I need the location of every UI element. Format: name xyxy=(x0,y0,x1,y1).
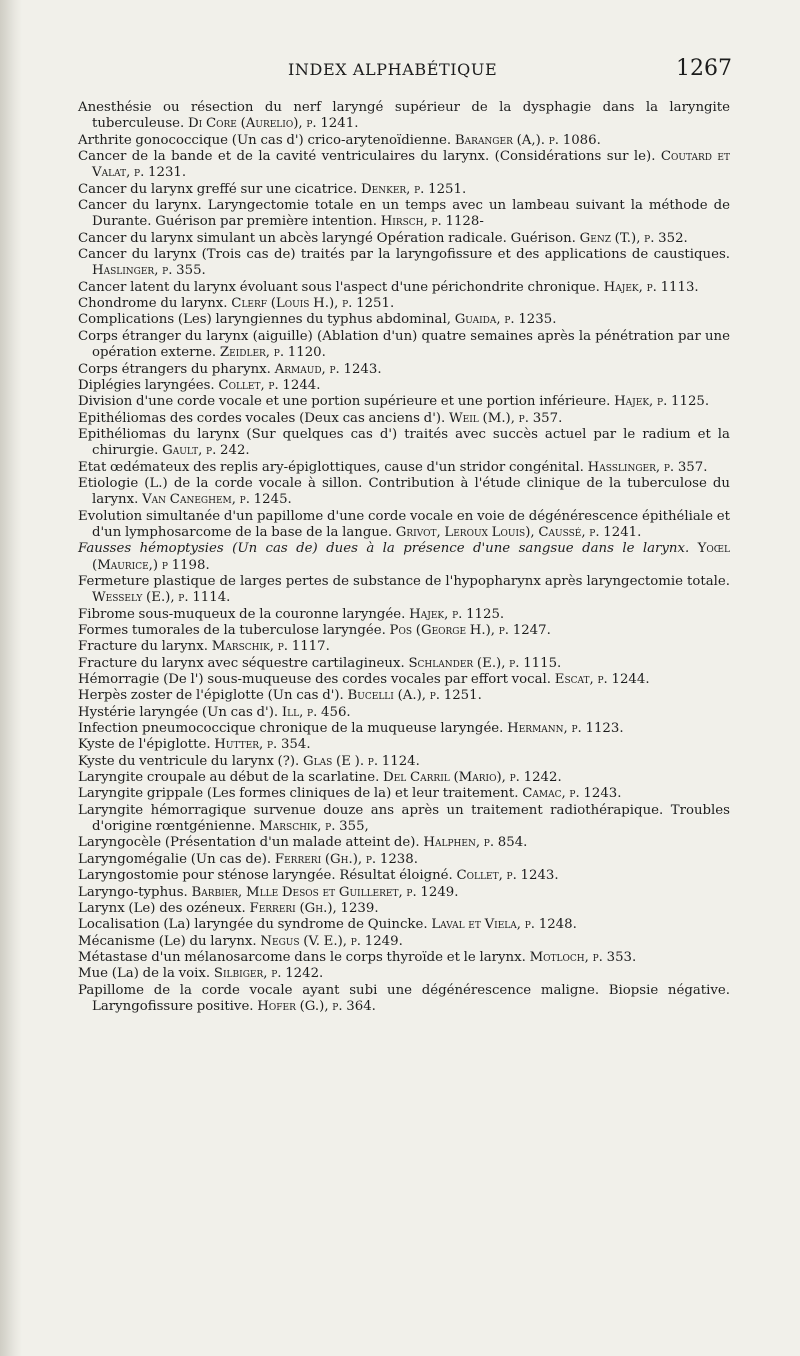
entry-title: Laryngite grippale (Les formes cliniques de la) et leur traitement. xyxy=(78,786,519,802)
entry-author: Halphen, p. 854. xyxy=(423,835,528,851)
entry-title: Fausses hémoptysies (Un cas de) dues à la présence d'une sangsue dans le larynx. xyxy=(78,541,690,557)
index-entry xyxy=(78,934,730,950)
page-binding-shadow xyxy=(0,0,22,1356)
entry-title: Corps étranger du larynx (aiguille) (Ablation d'un) quatre semaines après la pénétration par une opération externe. xyxy=(78,328,730,361)
index-entry xyxy=(78,198,730,231)
entry-title: Métastase d'un mélanosarcome dans le corps thyroïde et le larynx. xyxy=(78,949,526,965)
entry-author: Hajek, p. 1125. xyxy=(409,606,505,622)
index-entry xyxy=(78,296,730,312)
entry-title: Epithéliomas du larynx (Sur quelques cas d') traités avec succès actuel par le radium et la chirurgie. xyxy=(78,426,730,459)
entry-title: Cancer du larynx greffé sur une cicatrice. xyxy=(78,181,358,197)
index-entry xyxy=(78,656,730,672)
index-entry xyxy=(78,885,730,901)
entry-author: Hofer (G.), p. 364. xyxy=(257,998,376,1014)
index-entry xyxy=(78,133,730,149)
index-entry xyxy=(78,950,730,966)
entry-author: Schlander (E.), p. 1115. xyxy=(408,655,562,671)
entry-author: Laval et Viela, p. 1248. xyxy=(431,917,577,933)
index-entry xyxy=(78,476,730,509)
entry-author: Camac, p. 1243. xyxy=(522,786,622,802)
entry-title: Chondrome du larynx. xyxy=(78,296,228,312)
entry-author: Haslinger, p. 355. xyxy=(92,263,206,279)
entry-author: Hutter, p. 354. xyxy=(214,737,311,753)
entry-author: Bucelli (A.), p. 1251. xyxy=(347,688,482,704)
index-entry xyxy=(78,639,730,655)
entry-author: Genz (T.), p. 352. xyxy=(579,230,688,246)
entry-title: Mue (La) de la voix. xyxy=(78,966,211,982)
entry-author: Marschik, p. 1117. xyxy=(211,639,330,655)
index-entry xyxy=(78,362,730,378)
entry-title: Fermeture plastique de larges pertes de substance de l'hypopharynx après laryngectomie totale. xyxy=(78,573,730,589)
entry-author: Gault, p. 242. xyxy=(162,443,250,459)
entry-title: Larynx (Le) des ozéneux. xyxy=(78,900,246,916)
entry-title: Localisation (La) laryngée du syndrome de Quincke. xyxy=(78,917,428,933)
index-entry xyxy=(78,754,730,770)
entry-title: Cancer de la bande et de la cavité ventriculaires du larynx. (Considérations sur le). xyxy=(78,149,656,165)
entry-author: Grivot, Leroux Louis), Caussé, p. 1241. xyxy=(395,524,642,540)
entry-author: Motloch, p. 353. xyxy=(529,949,637,965)
entry-title: Fracture du larynx. xyxy=(78,639,208,655)
entry-title: Kyste de l'épiglotte. xyxy=(78,737,211,753)
entry-title: Laryngocèle (Présentation d'un malade atteint de). xyxy=(78,835,420,851)
entry-title: Epithéliomas des cordes vocales (Deux cas anciens d'). xyxy=(78,410,446,426)
entry-author: Van Caneghem, p. 1245. xyxy=(142,492,292,508)
entry-author: Marschik, p. 355, xyxy=(259,819,369,835)
index-entry xyxy=(78,394,730,410)
entry-title: Mécanisme (Le) du larynx. xyxy=(78,933,257,949)
index-entry xyxy=(78,917,730,933)
entry-title: Formes tumorales de la tuberculose laryngée. xyxy=(78,623,386,638)
entry-author: Collet, p. 1243. xyxy=(456,868,559,884)
entry-author: Baranger (A,). p. 1086. xyxy=(454,132,601,148)
index-entry xyxy=(78,770,730,786)
index-entry xyxy=(78,737,730,753)
entry-title: Laryngo-typhus. xyxy=(78,884,188,900)
index-entry xyxy=(78,607,730,623)
entry-title: Laryngostomie pour sténose laryngée. Résultat éloigné. xyxy=(78,868,453,884)
index-entry xyxy=(78,411,730,427)
entry-title: Laryngite croupale au début de la scarlatine. xyxy=(78,770,380,786)
entry-title: Papillome de la corde vocale ayant subi une dégénérescence maligne. Biopsie négative. Laryngofissure positive. xyxy=(78,982,730,1014)
entry-title: Herpès zoster de l'épiglotte (Un cas d'). xyxy=(78,688,344,704)
index-entry xyxy=(78,247,730,280)
index-entry xyxy=(78,378,730,394)
index-entry xyxy=(78,803,730,836)
index-entry xyxy=(78,623,730,639)
running-title: INDEX ALPHABÉTIQUE xyxy=(288,60,498,79)
entry-author: Hajek, p. 1113. xyxy=(603,279,699,295)
entry-author: Clerf (Louis H.), p. 1251. xyxy=(231,296,395,312)
entry-author: Silbiger, p. 1242. xyxy=(213,966,324,982)
entry-title: Corps étrangers du pharynx. xyxy=(78,361,271,377)
index-entry xyxy=(78,852,730,868)
entry-title: Fibrome sous-muqueux de la couronne laryngée. xyxy=(78,606,406,622)
entry-author: Escat, p. 1244. xyxy=(554,672,650,688)
index-entry xyxy=(78,574,730,607)
entry-author: Guaida, p. 1235. xyxy=(454,312,557,328)
entry-author: Hermann, p. 1123. xyxy=(507,721,624,737)
entry-author: Ferreri (Gh.), p. 1238. xyxy=(274,851,418,867)
entry-title: Cancer latent du larynx évoluant sous l'aspect d'une périchondrite chronique. xyxy=(78,279,600,295)
index-entry xyxy=(78,182,730,198)
entry-author: Wessely (E.), p. 1114. xyxy=(92,590,231,606)
index-entry xyxy=(78,705,730,721)
entry-title: Etat œdémateux des replis ary-épiglottiques, cause d'un stridor congénital. xyxy=(78,459,584,475)
entry-author: Ill, p. 456. xyxy=(281,704,351,720)
entry-title: Evolution simultanée d'un papillome d'une corde vocale en voie de dégénérescence épithéliale et d'un lymphosarcome de la base de la langue. xyxy=(78,508,730,540)
entry-title: Infection pneumococcique chronique de la muqueuse laryngée. xyxy=(78,721,504,737)
entry-title: Arthrite gonococcique (Un cas d') crico-arytenoïdienne. xyxy=(78,132,452,148)
index-entry xyxy=(78,541,730,574)
entry-author: Zeidler, p. 1120. xyxy=(219,345,326,361)
page-header xyxy=(0,58,800,88)
index-entry xyxy=(78,672,730,688)
entry-author: Negus (V. E.), p. 1249. xyxy=(260,933,403,949)
index-entry xyxy=(78,149,730,182)
entry-author: Armaud, p. 1243. xyxy=(274,361,382,377)
entry-title: Cancer du larynx simulant un abcès laryngé Opération radicale. Guérison. xyxy=(78,230,576,246)
entry-title: Hystérie laryngée (Un cas d'). xyxy=(78,704,279,720)
index-entry xyxy=(78,427,730,460)
entry-title: Complications (Les) laryngiennes du typhus abdominal, xyxy=(78,312,451,328)
entry-author: Weil (M.), p. 357. xyxy=(449,410,563,426)
entry-author: Del Carril (Mario), p. 1242. xyxy=(383,770,562,786)
index-entry xyxy=(78,509,730,542)
index-entry xyxy=(78,688,730,704)
entry-title: Laryngite hémorragique survenue douze ans après un traitement radiothérapique. Troubles d'origine rœntgénienne. xyxy=(78,802,730,835)
entry-author: Di Core (Aurelio), p. 1241. xyxy=(188,116,359,132)
index-entry xyxy=(78,280,730,296)
entry-author: Pos (George H.), p. 1247. xyxy=(389,623,551,638)
entry-author: Denker, p. 1251. xyxy=(360,181,467,197)
index-entry xyxy=(78,329,730,362)
index-entry xyxy=(78,312,730,328)
index-entry xyxy=(78,721,730,737)
entry-author: Hajek, p. 1125. xyxy=(614,394,710,410)
index-entry xyxy=(78,868,730,884)
entry-author: Ferreri (Gh.), 1239. xyxy=(249,900,379,916)
entry-author: Glas (E ). p. 1124. xyxy=(303,753,420,769)
index-entry xyxy=(78,983,730,1016)
entry-title: Cancer du larynx (Trois cas de) traités par la laryngofissure et des applications de caustiques. xyxy=(78,247,730,263)
index-entry xyxy=(78,835,730,851)
entry-title: Cancer du larynx. Laryngectomie totale en un temps avec un lambeau suivant la méthode de Durante. Guérison par première intention. xyxy=(78,198,730,230)
index-entry xyxy=(78,460,730,476)
index-entry xyxy=(78,100,730,133)
page-number: 1267 xyxy=(676,56,732,81)
index-entry xyxy=(78,901,730,917)
entry-title: Laryngomégalie (Un cas de). xyxy=(78,851,272,867)
entry-author: Hasslinger, p. 357. xyxy=(587,459,708,475)
index-entry xyxy=(78,966,730,982)
entry-title: Kyste du ventricule du larynx (?). xyxy=(78,753,300,769)
entry-title: Hémorragie (De l') sous-muqueuse des cordes vocales par effort vocal. xyxy=(78,672,552,688)
entry-author: Hirsch, p. 1128- xyxy=(380,214,484,230)
entry-title: Etiologie (L.) de la corde vocale à sillon. Contribution à l'étude clinique de la tuberculose du larynx. xyxy=(78,475,730,508)
index-entry xyxy=(78,231,730,247)
entry-author: Collet, p. 1244. xyxy=(218,377,321,393)
entry-author: Barbier, Mlle Desos et Guilleret, p. 1249. xyxy=(191,884,459,900)
entry-title: Diplégies laryngées. xyxy=(78,377,215,393)
entry-author: Coutard et Valat, p. 1231. xyxy=(92,149,730,181)
index-entry xyxy=(78,786,730,802)
entry-title: Division d'une corde vocale et une portion supérieure et une portion inférieure. xyxy=(78,394,611,410)
entry-author: Yoœl (Maurice,) p 1198. xyxy=(92,541,730,573)
entry-title: Fracture du larynx avec séquestre cartilagineux. xyxy=(78,655,405,671)
entry-title: Anesthésie ou résection du nerf laryngé supérieur de la dysphagie dans la laryngite tuberculeuse. xyxy=(78,100,730,132)
index-entries xyxy=(78,100,730,1015)
